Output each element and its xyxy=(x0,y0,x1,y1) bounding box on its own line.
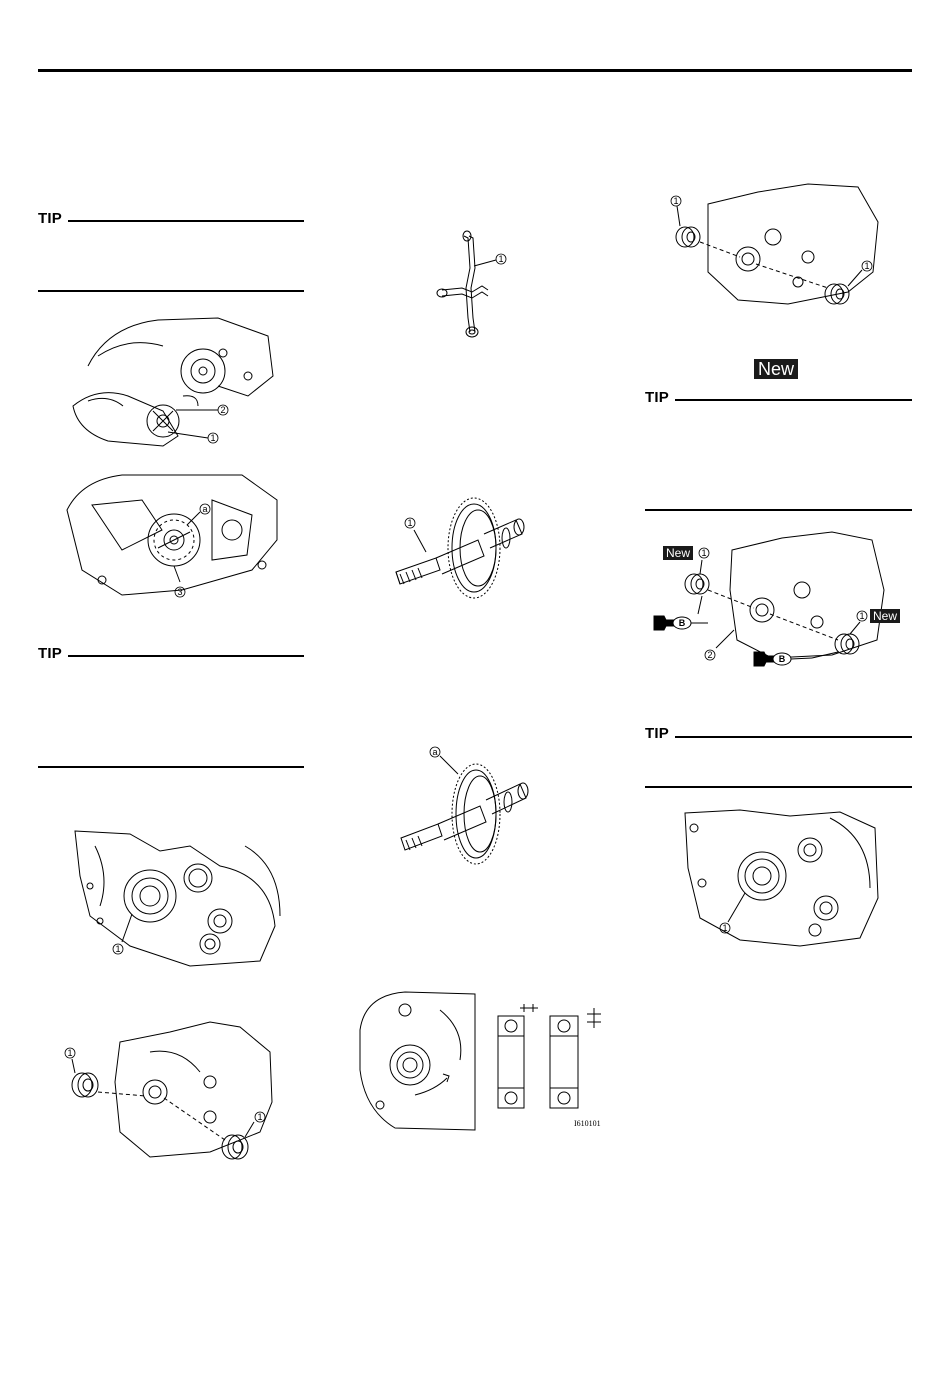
tip-end-rule-1 xyxy=(38,290,304,292)
oil-pipe-figure xyxy=(432,228,522,342)
bearing-check-figure-code: I610101 xyxy=(574,1119,601,1128)
seal-install-callout-1b: 1 xyxy=(859,611,865,621)
bearing-check-figure xyxy=(355,990,605,1132)
tip-rule-4 xyxy=(675,736,912,738)
tip-rule-3 xyxy=(675,399,912,401)
seal-install-new-badge-left: New xyxy=(663,546,693,560)
pump-gear-callout-3: 3 xyxy=(177,587,183,597)
tip-end-rule-4 xyxy=(645,786,912,788)
bearing-right-figure xyxy=(680,808,880,948)
oil-pipe-callout-1: 1 xyxy=(498,254,504,264)
driven-shaft-callout-1: 1 xyxy=(407,518,413,528)
oil-seals-right-callout-1a: 1 xyxy=(673,196,679,206)
tip-end-rule-3 xyxy=(645,509,912,511)
header-rule xyxy=(38,69,912,72)
pump-impeller-figure xyxy=(68,316,278,452)
tip-end-rule-2 xyxy=(38,766,304,768)
bearing-left-callout-1: 1 xyxy=(115,944,121,954)
tip-heading-4: TIP xyxy=(645,725,669,742)
oil-seals-left-callout-1a: 1 xyxy=(67,1048,73,1058)
tip-heading-3: TIP xyxy=(645,389,669,406)
driven-shaft-figure xyxy=(386,490,546,600)
oil-seals-left-callout-1b: 1 xyxy=(257,1112,263,1122)
seal-install-callout-1a: 1 xyxy=(701,548,707,558)
pump-impeller-callout-1: 1 xyxy=(210,433,216,443)
driven-shaft-mark-figure xyxy=(396,740,546,860)
tip-rule-1 xyxy=(68,220,304,222)
oil-seals-right-figure xyxy=(668,182,880,314)
tip-rule-2 xyxy=(68,655,304,657)
seal-install-tool-b-left: B xyxy=(678,618,686,628)
pump-gear-figure xyxy=(62,470,282,610)
pump-gear-callout-a: a xyxy=(202,504,208,514)
pump-impeller-callout-2: 2 xyxy=(220,405,226,415)
tip-heading-2: TIP xyxy=(38,645,62,662)
bearing-right-callout-1: 1 xyxy=(722,923,728,933)
oil-seals-left-figure xyxy=(60,1012,275,1164)
tip-heading-1: TIP xyxy=(38,210,62,227)
seal-install-callout-2: 2 xyxy=(707,650,713,660)
seal-install-new-badge-right: New xyxy=(870,609,900,623)
oil-seals-right-callout-1b: 1 xyxy=(864,261,870,271)
new-part-badge: New xyxy=(754,359,798,379)
bearing-left-figure xyxy=(70,826,280,968)
driven-shaft-mark-callout-a: a xyxy=(432,747,438,757)
seal-install-tool-b-right: B xyxy=(778,654,786,664)
